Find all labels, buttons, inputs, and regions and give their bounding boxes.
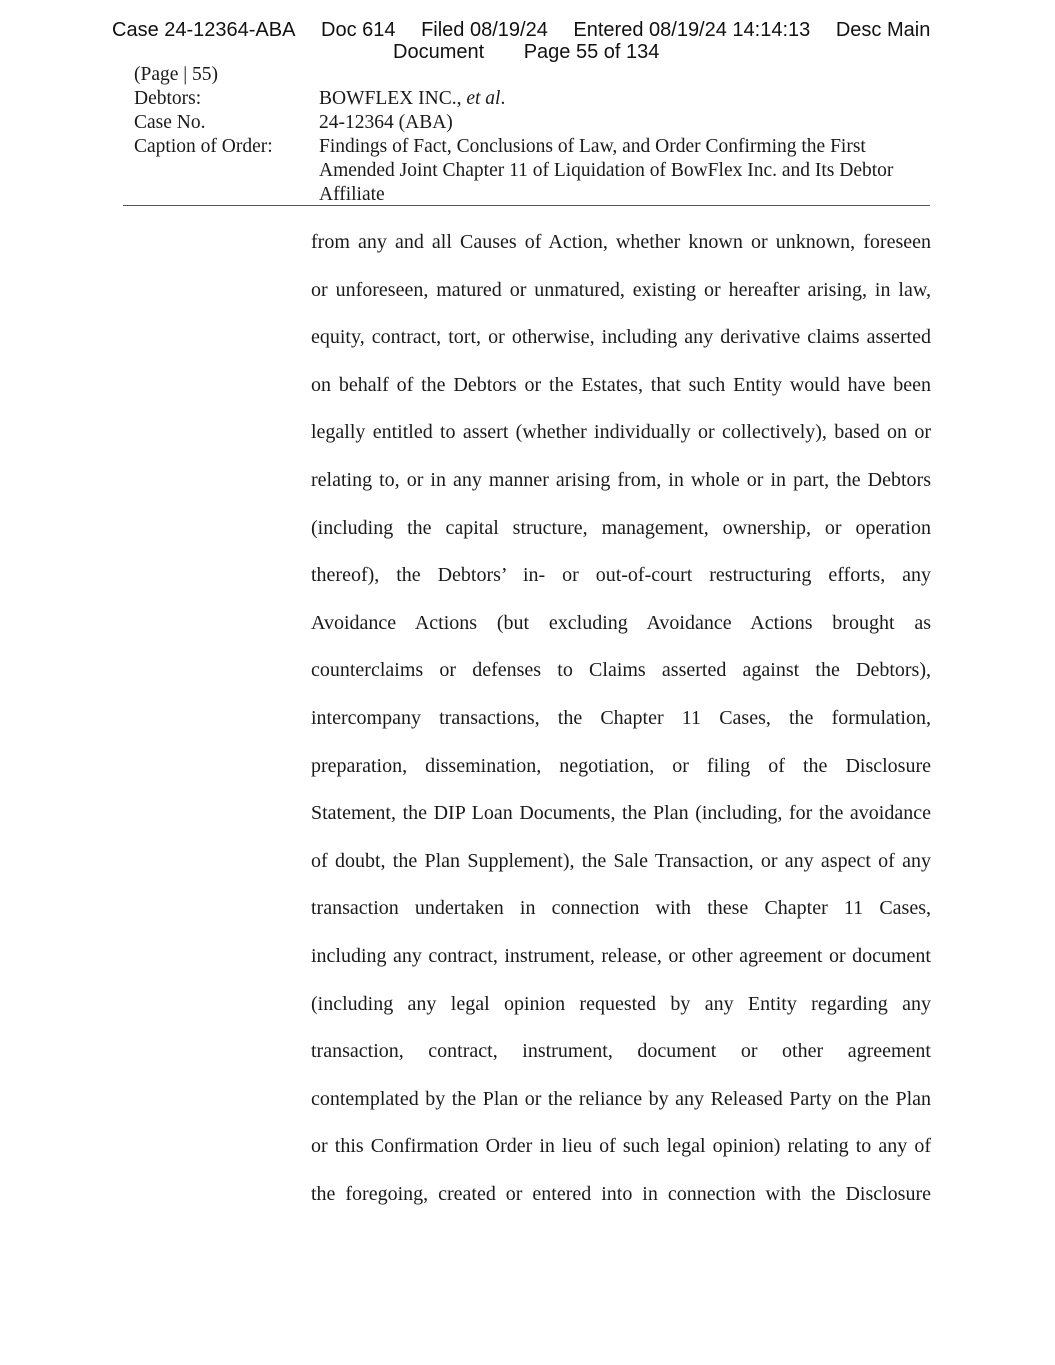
body-line: counterclaims or defenses to Claims asserted against the Debtors),: [311, 659, 931, 682]
entered-date-stamp: Entered 08/19/24 14:14:13: [573, 19, 811, 41]
body-line: or this Confirmation Order in lieu of such legal opinion) relating to any of: [311, 1135, 931, 1158]
body-line: transaction, contract, instrument, document or other agreement: [311, 1040, 931, 1063]
caption-debtors-label: Debtors:: [134, 88, 202, 109]
caption-divider: [123, 205, 930, 206]
caption-case-label: Case No.: [134, 112, 206, 133]
body-line: on behalf of the Debtors or the Estates, that such Entity would have been: [311, 373, 931, 396]
body-line: transaction undertaken in connection with these Chapter 11 Cases,: [311, 897, 931, 920]
body-line: (including any legal opinion requested by any Entity regarding any: [311, 992, 931, 1015]
body-line: (including the capital structure, management, ownership, or operation: [311, 516, 931, 539]
caption-case-row: [134, 111, 934, 135]
body-line: thereof), the Debtors’ in- or out-of-court restructuring efforts, any: [311, 564, 931, 587]
debtors-name: BOWFLEX INC.,: [319, 88, 462, 109]
body-line: including any contract, instrument, release, or other agreement or document: [311, 944, 931, 967]
filed-date-stamp: Filed 08/19/24: [421, 19, 548, 41]
caption-case-value: 24-12364 (ABA): [319, 112, 453, 133]
body-line: the foregoing, created or entered into in connection with the Disclosure: [311, 1182, 931, 1205]
page-count-stamp: Page 55 of 134: [523, 41, 660, 63]
caption-order-row: [134, 135, 934, 207]
body-line: Statement, the DIP Loan Documents, the Plan (including, for the avoidance: [311, 802, 931, 825]
body-line: contemplated by the Plan or the reliance by any Released Party on the Plan: [311, 1087, 931, 1110]
caption-page-ref: (Page | 55): [134, 64, 219, 85]
description-stamp: Desc Main: [835, 19, 931, 41]
body-line: Avoidance Actions (but excluding Avoidance Actions brought as: [311, 611, 931, 634]
filing-header-line-2: [393, 41, 659, 63]
caption-order-label: Caption of Order:: [134, 136, 273, 157]
order-caption: [134, 63, 934, 207]
body-line: relating to, or in any manner arising from, in whole or in part, the Debtors: [311, 468, 931, 491]
caption-order-value: Findings of Fact, Conclusions of Law, and Order Confirming the First Amended Joint Chapter 11 of Liquidation of BowFlex Inc. and Its Debtor Affiliate: [319, 136, 894, 205]
case-number-stamp: Case 24-12364-ABA: [112, 19, 296, 41]
caption-page-ref-row: [134, 63, 934, 87]
filing-header-line-1: [112, 19, 930, 41]
document-label: Document: [393, 41, 485, 63]
body-line: or unforeseen, matured or unmatured, existing or hereafter arising, in law,: [311, 278, 931, 301]
body-line: equity, contract, tort, or otherwise, including any derivative claims asserted: [311, 326, 931, 349]
caption-debtors-row: [134, 87, 934, 111]
body-line: of doubt, the Plan Supplement), the Sale Transaction, or any aspect of any: [311, 849, 931, 872]
caption-debtors-value: [319, 87, 934, 111]
debtors-period: .: [500, 88, 506, 109]
order-body-text: [311, 227, 931, 1226]
body-line: from any and all Causes of Action, whether known or unknown, foreseen: [311, 231, 931, 253]
body-line: preparation, dissemination, negotiation, or filing of the Disclosure: [311, 754, 931, 777]
debtors-et-al: et al: [466, 88, 501, 109]
body-line: intercompany transactions, the Chapter 11 Cases, the formulation,: [311, 706, 931, 729]
doc-number-stamp: Doc 614: [321, 19, 396, 41]
body-line: legally entitled to assert (whether individually or collectively), based on or: [311, 421, 931, 444]
